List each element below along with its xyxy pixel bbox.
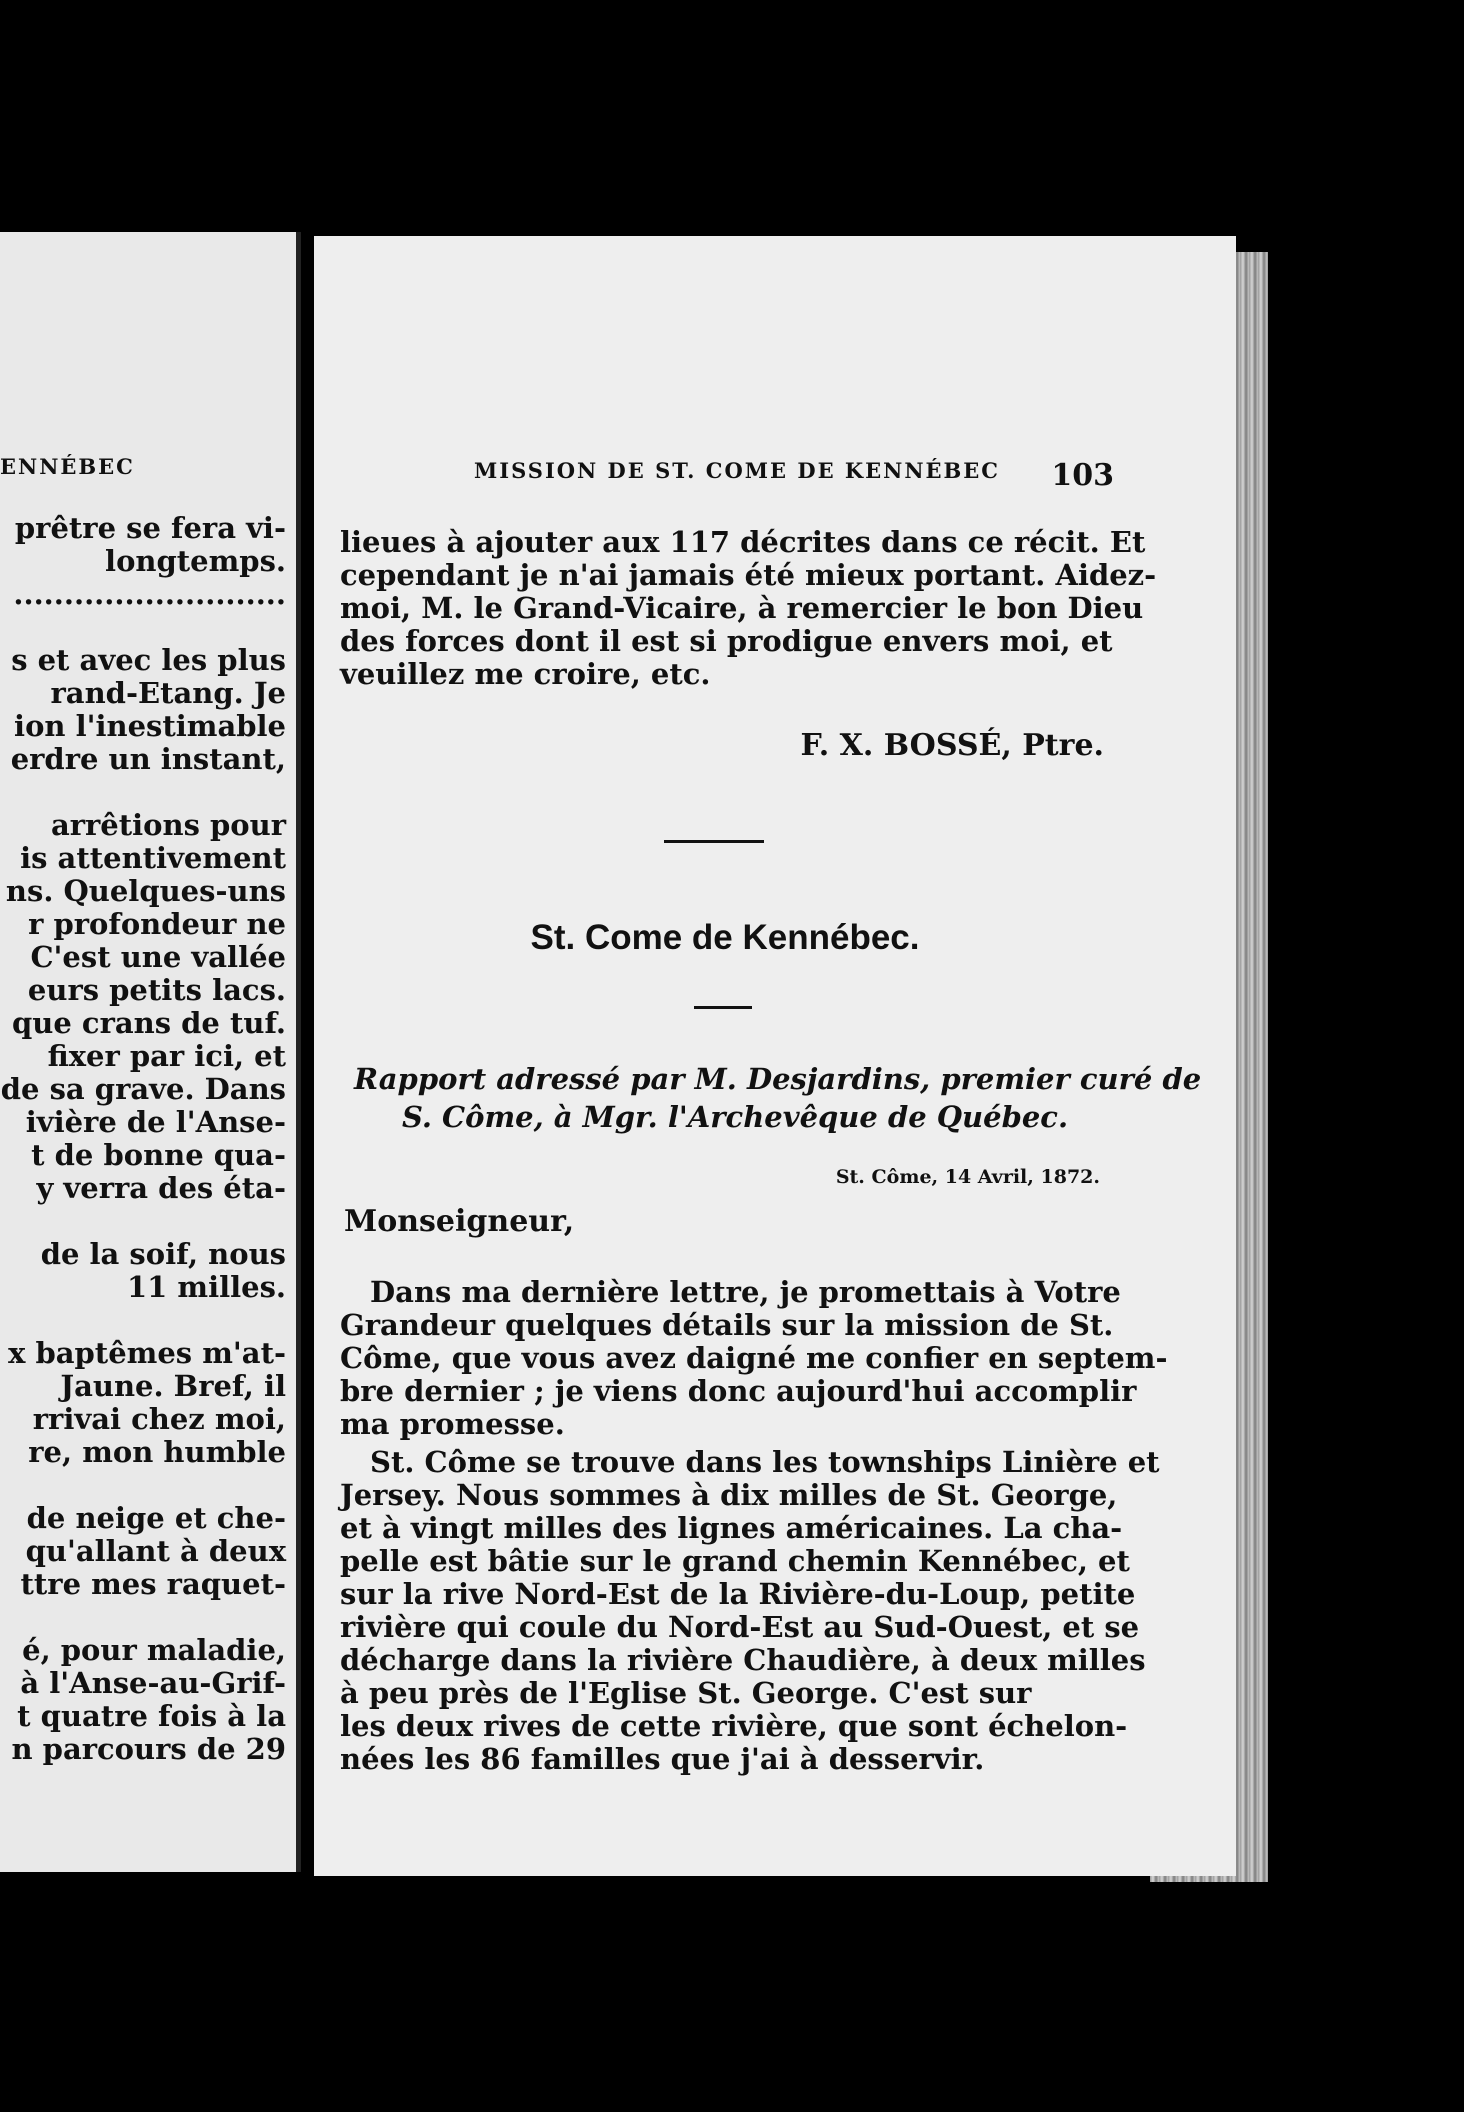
left-line: r profondeur ne: [28, 907, 286, 941]
left-line: de la soif, nous: [40, 1237, 286, 1271]
left-line: [0, 776, 286, 809]
left-line: Jaune. Bref, il: [60, 1369, 286, 1403]
left-page-text: [0, 512, 286, 1766]
text-line: ma promesse.: [340, 1407, 565, 1441]
header-title: MISSION DE ST. COME DE KENNÉBEC: [474, 458, 1001, 483]
text-line: Jersey. Nous sommes à dix milles de St. George,: [340, 1478, 1118, 1512]
left-line: 11 milles.: [126, 1270, 286, 1304]
text-line: cependant je n'ai jamais été mieux portant. Aidez-: [340, 558, 1157, 592]
left-line: [0, 1601, 286, 1634]
text-line: Dans ma dernière lettre, je promettais à Votre: [370, 1275, 1121, 1309]
left-running-header: ENNÉBEC: [0, 454, 135, 479]
text-line: bre dernier ; je viens donc aujourd'hui accomplir: [340, 1374, 1137, 1408]
left-line: à l'Anse-au-Grif-: [20, 1666, 286, 1700]
right-page: [314, 236, 1236, 1876]
text-line: moi, M. le Grand-Vicaire, à remercier le bon Dieu: [340, 591, 1144, 625]
text-line: et à vingt milles des lignes américaines. La cha-: [340, 1511, 1123, 1545]
left-line: rand-Etang. Je: [50, 676, 286, 710]
left-line: y verra des éta-: [36, 1171, 286, 1205]
paragraph: [340, 1275, 1168, 1441]
text-line: à peu près de l'Eglise St. George. C'est sur: [340, 1676, 1032, 1710]
left-line: [0, 1205, 286, 1238]
text-line: décharge dans la rivière Chaudière, à deux milles: [340, 1643, 1146, 1677]
left-line: fixer par ici, et: [47, 1039, 286, 1073]
left-line: C'est une vallée: [30, 940, 286, 974]
left-line: [0, 1469, 286, 1502]
left-line: t de bonne qua-: [31, 1138, 286, 1172]
text-line: Côme, que vous avez daigné me confier en septem-: [340, 1341, 1168, 1375]
text-line: rivière qui coule du Nord-Est au Sud-Ouest, et se: [340, 1610, 1140, 1644]
subtitle-line: Rapport adressé par M. Desjardins, premier curé de: [354, 1062, 1202, 1096]
text-line: Grandeur quelques détails sur la mission de St.: [340, 1308, 1114, 1342]
text-line: des forces dont il est si prodigue envers moi, et: [340, 624, 1113, 658]
section-rule: [664, 840, 764, 843]
left-line: t quatre fois à la: [17, 1699, 286, 1733]
article-title: St. Come de Kennébec.: [530, 918, 920, 957]
text-line: veuillez me croire, etc.: [340, 657, 711, 691]
text-line: nées les 86 familles que j'ai à desservir.: [340, 1742, 985, 1776]
article-subtitle: [354, 1060, 1202, 1136]
left-line: n parcours de 29: [11, 1732, 286, 1766]
left-line: x baptêmes m'at-: [8, 1336, 286, 1370]
left-line: longtemps.: [105, 544, 286, 578]
dateline: St. Côme, 14 Avril, 1872.: [835, 1166, 1100, 1188]
page-number: 103: [1051, 458, 1114, 493]
left-line: é, pour maladie,: [22, 1633, 286, 1667]
left-page: [0, 232, 301, 1872]
left-line: is attentivement: [20, 841, 286, 875]
text-line: lieues à ajouter aux 117 décrites dans ce récit. Et: [340, 525, 1146, 559]
left-line: re, mon humble: [28, 1435, 286, 1469]
text-line: sur la rive Nord-Est de la Rivière-du-Loup, petite: [340, 1577, 1136, 1611]
left-line: de neige et che-: [26, 1501, 286, 1535]
left-line: ttre mes raquet-: [20, 1567, 286, 1601]
left-line: arrêtions pour: [50, 808, 286, 842]
left-line: erdre un instant,: [10, 742, 286, 776]
signature: F. X. BOSSÉ, Ptre.: [800, 728, 1104, 763]
left-line: de sa grave. Dans: [0, 1072, 286, 1106]
left-line: rrivai chez moi,: [32, 1402, 286, 1436]
left-line: ion l'inestimable: [14, 709, 286, 743]
salutation: Monseigneur,: [344, 1204, 575, 1239]
closing-paragraph: [340, 525, 1157, 691]
left-line: ...........................: [13, 577, 286, 611]
left-line: ivière de l'Anse-: [25, 1105, 286, 1139]
left-line: [0, 611, 286, 644]
text-line: St. Côme se trouve dans les townships Linière et: [370, 1445, 1160, 1479]
text-line: pelle est bâtie sur le grand chemin Kennébec, et: [340, 1544, 1130, 1578]
left-line: que crans de tuf.: [12, 1006, 286, 1040]
running-header: [474, 458, 1114, 493]
left-line: s et avec les plus: [11, 643, 286, 677]
title-rule: [694, 1006, 752, 1009]
left-line: qu'allant à deux: [25, 1534, 286, 1568]
text-line: les deux rives de cette rivière, que sont échelon-: [340, 1709, 1128, 1743]
left-line: [0, 1304, 286, 1337]
left-line: eurs petits lacs.: [27, 973, 286, 1007]
left-line: prêtre se fera vi-: [14, 511, 286, 545]
subtitle-line: S. Côme, à Mgr. l'Archevêque de Québec.: [401, 1100, 1069, 1134]
left-line: ns. Quelques-uns: [5, 874, 286, 908]
paragraph: [340, 1445, 1160, 1776]
